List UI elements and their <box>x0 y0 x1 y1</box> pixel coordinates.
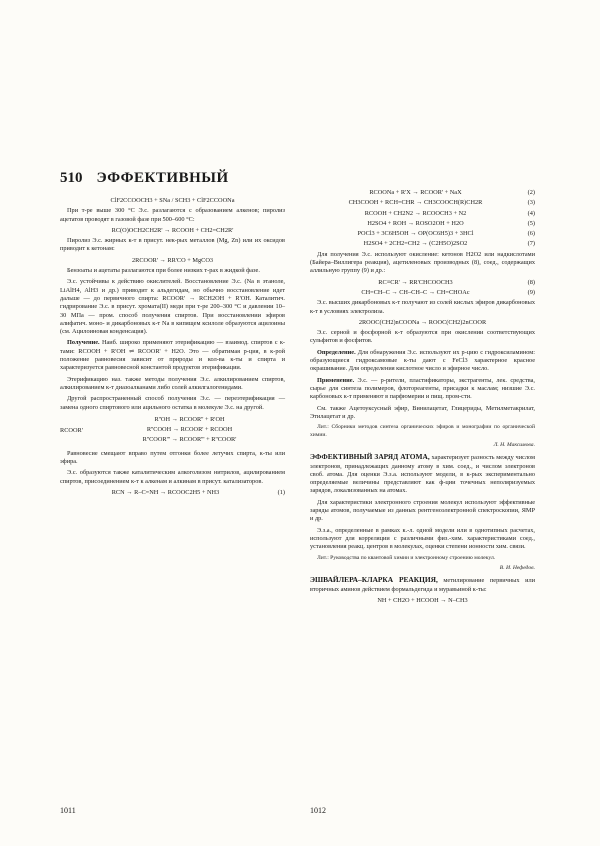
section-heading: Определение. <box>317 348 356 356</box>
equation <box>310 597 535 605</box>
equation-text: H2SO4 + ROH → ROSO2OH + H2O <box>367 219 464 227</box>
paragraph <box>310 452 535 495</box>
scheme-line <box>94 436 285 444</box>
equation <box>60 227 285 235</box>
paragraph <box>310 349 535 374</box>
equation <box>310 210 535 218</box>
equation-number: (5) <box>527 219 535 227</box>
transesterification-scheme <box>60 415 285 447</box>
equation-text: 2RCOOR' → RR'CO + MgCO3 <box>131 256 214 264</box>
paragraph: Э.с. образуются также каталитическим алкоголизом нитрилов, ацилированием спиртов, присоединением к-т к алкенам и алкинам в присут. катализаторов. <box>60 469 285 485</box>
equation-number: (2) <box>527 189 535 196</box>
scheme-text: R''COOH → RCOOR' + RCOOH <box>146 426 233 434</box>
paragraph-text: Наиб. широко применяют этерификацию — взаимод. спиртов с к-тами: RCOOH + R'OH ⇌ RCOOR' + H2O. Это — обратимая р-ция, в к-рой положение равновесия зависит от природы и кол-ва к-ты и спирта и характеризуется равновесной константой продуктов этерификации. <box>60 339 285 372</box>
paragraph: Э.з.а., определенные в рамках к.-л. одной модели или в однотипных расчетах, используют для корреляции с различными физ.-хим. характеристиками соед., установления реакц. центров в молекулах, оценки степени ионности хим. связи. <box>310 526 535 551</box>
paragraph <box>310 377 535 402</box>
equation-text: CH=CH–C → CH–CH–C → CH=CHOAc <box>361 288 470 296</box>
paragraph: Равновесие смещают вправо путем отгонки более летучих спирта, к-ты или эфира. <box>60 449 285 466</box>
equation <box>310 230 535 238</box>
equation <box>310 279 535 287</box>
equation <box>310 220 535 228</box>
structure-formula-top <box>60 197 285 205</box>
equation <box>310 189 535 197</box>
section-heading: Применение. <box>317 376 355 384</box>
literature: Лит.: Руководства по квантовой химии и электронному строению молекул. <box>317 554 496 561</box>
equation-number: (4) <box>527 209 535 217</box>
author: Л. Н. Максимова. <box>493 441 535 448</box>
paragraph: Э.с. серной и фосфорной к-т образуются при окислении соответствующих сульфитов и фосфитов. <box>310 329 535 345</box>
column-number-left: 1011 <box>60 806 76 815</box>
equation-text: POCl3 + 3C6H5OH → OP(OC6H5)3 + 3HCl <box>357 230 474 238</box>
equation-text: RCOONa + R'X → RCOOR' + NaX <box>369 189 462 196</box>
equation <box>310 240 535 248</box>
paragraph: Другой распространенный способ получения Э.с. — переэтерификация — замена одного спиртового или ацильного остатка в молекуле Э.с. на другой. <box>60 395 285 411</box>
entry-heading: ЭФФЕКТИВНЫЙ ЗАРЯД АТОМА, <box>310 452 430 462</box>
equation-text: RCN → R–C=NH → RCOOC2H5 + NH3 <box>111 488 220 496</box>
equation-text: RCOOH + CH2N2 → RCOOCH3 + N2 <box>364 209 467 217</box>
author: В. И. Нефедов. <box>499 564 535 571</box>
equation-text: RC(O)OCH2CH2R' → RCOOH + CH2=CH2R' <box>111 226 234 234</box>
paragraph-text: Для обнаружения Э.с. используют их р-цию с гидроксиламином: образующиеся гидроксамовые к-ты дают с FeCl3 характерное красное окрашивание. Для определения кислотное число и эфирное число. <box>310 348 535 373</box>
paragraph: См. также Ацетоуксусный эфир, Винилацетат, Глицериды, Метилметакрилат, Этилацетат и др. <box>310 404 535 420</box>
page-number: 510 <box>60 170 83 186</box>
equation-number: (7) <box>527 240 535 248</box>
right-column <box>310 188 535 607</box>
page-title: ЭФФЕКТИВНЫЙ <box>96 170 229 186</box>
entry-heading: ЭШВАЙЛЕРА–КЛАРКА РЕАКЦИЯ, <box>310 575 438 585</box>
paragraph-text: Э.с. — р-рители, пластификаторы, экстрагенты, лек. средства, сырье для синтеза полимеров, флотореагенты, присадки к маслам; низшие Э.с. карбоновых к-т применяют в парфюмерии и пищ. пром-сти. <box>310 376 535 401</box>
section-heading: Получение. <box>67 339 100 347</box>
page-header <box>60 170 229 187</box>
equation-text: CH3COOH + RCH=CHR → CH3COOCH(R)CH2R <box>348 199 483 207</box>
paragraph: Бензоаты и ацетаты разлагаются при более низких т-рах в жидкой фазе. <box>67 267 260 275</box>
equation-number: (3) <box>527 199 535 207</box>
literature: Лит.: Сборники методов синтеза органических эфиров и монографии по органической химии. <box>310 424 535 438</box>
paragraph <box>60 339 285 372</box>
equation-list <box>310 189 535 249</box>
paragraph: Э.с. устойчивы к действию окислителей. Восстановление Э.с. (Na в этаноле, LiAlH4, AlH3 и др.) приводит к альдегидам, но обычно восстановление идет дальше — до первичного спирта: RCOOR' → RCH2OH + R'OH. Каталитич. гидрирование Э.с. в присут. хромата(II) меди при т-ре 200–300 °С и давлении 10–30 МПа — пром. способ получения спиртов. При восстановлении эфиров алифатич. моно- и дикарбоновых к-т Na в кипящем ксилоле образуются ацилоины (см. Ацилоиновая конденсация). <box>60 278 285 336</box>
paragraph: При т-ре выше 300 °С Э.с. разлагаются с образованием алкенов; пиролиз ацетатов проводят в газовой фазе при 500–600 °С: <box>60 207 285 223</box>
column-number-right: 1012 <box>310 806 326 815</box>
scheme-source: RCOOR' <box>60 426 83 434</box>
equation <box>60 257 285 265</box>
equation-text: RC≡CR' → RR'CHCOOCH3 <box>378 278 453 286</box>
scheme-text: R''OH → RCOOR'' + R'OH <box>154 415 225 423</box>
equation <box>310 199 535 207</box>
equation <box>310 319 535 327</box>
equation-number: (8) <box>527 278 535 286</box>
equation-text: H2SO4 + 2CH2=CH2 → (C2H5O)2SO2 <box>363 240 468 248</box>
paragraph <box>310 575 535 594</box>
equation <box>60 489 285 497</box>
scheme-line <box>94 416 285 424</box>
scheme-line <box>94 426 285 434</box>
paragraph: Этерификацию наз. также методы получения Э.с. алкилированием спиртов, алкилированием к-т диазоалканами либо солей алкилгалогенидами. <box>60 375 285 391</box>
paragraph-text: метилирование первичных или вторичных аминов действием формальдегида и муравьиной к-ты: <box>310 577 535 593</box>
paragraph: Для характеристики электронного строения молекул используют эффективные заряды атомов, получаемые из данных рентгеноэлектронной спектроскопии, ЯМР и др. <box>310 498 535 523</box>
equation <box>310 289 535 297</box>
left-column <box>60 196 285 499</box>
paragraph: Для получения Э.с. используют окисление: кетонов H2O2 или надкислотами (Байера–Виллигера реакция), ацетиленовых производных (8), соед., содержащих аллильную группу (9) и др.: <box>310 250 535 275</box>
equation-text: NH + CH2O + HCOOH → N–CH3 <box>377 596 468 604</box>
structure-formula-text: ClF2CCOOCH3 + SNa / SCH3 + ClF2CCOONa <box>110 197 235 204</box>
equation-number: (1) <box>277 488 285 496</box>
paragraph-text: характеризует разность между числом электронов, принадлежащих данному атому в хим. соед., и числом электронов своб. атома. Для оценки Э.з.а. используют модели, в к-рых экспериментально определяемые величины представляют как ф-ции точечных неполяризуемых зарядов, локализованных на атомах. <box>310 454 536 495</box>
scheme-text: R''COOR''' → RCOOR''' + R''COOR' <box>142 436 237 444</box>
equation-text: 2ROOC(CH2)nCOONa → ROOC(CH2)2nCOOR <box>358 318 487 326</box>
paragraph: Э.с. высших дикарбоновых к-т получают из солей кислых эфиров дикарбоновых к-т в условиях электролиза. <box>310 299 535 315</box>
paragraph: Пиролиз Э.с. жирных к-т в присут. нек-рых металлов (Mg, Zn) или их оксидов приводит к кетонам: <box>60 237 285 253</box>
equation-number: (9) <box>527 288 535 296</box>
equation-number: (6) <box>527 230 535 238</box>
